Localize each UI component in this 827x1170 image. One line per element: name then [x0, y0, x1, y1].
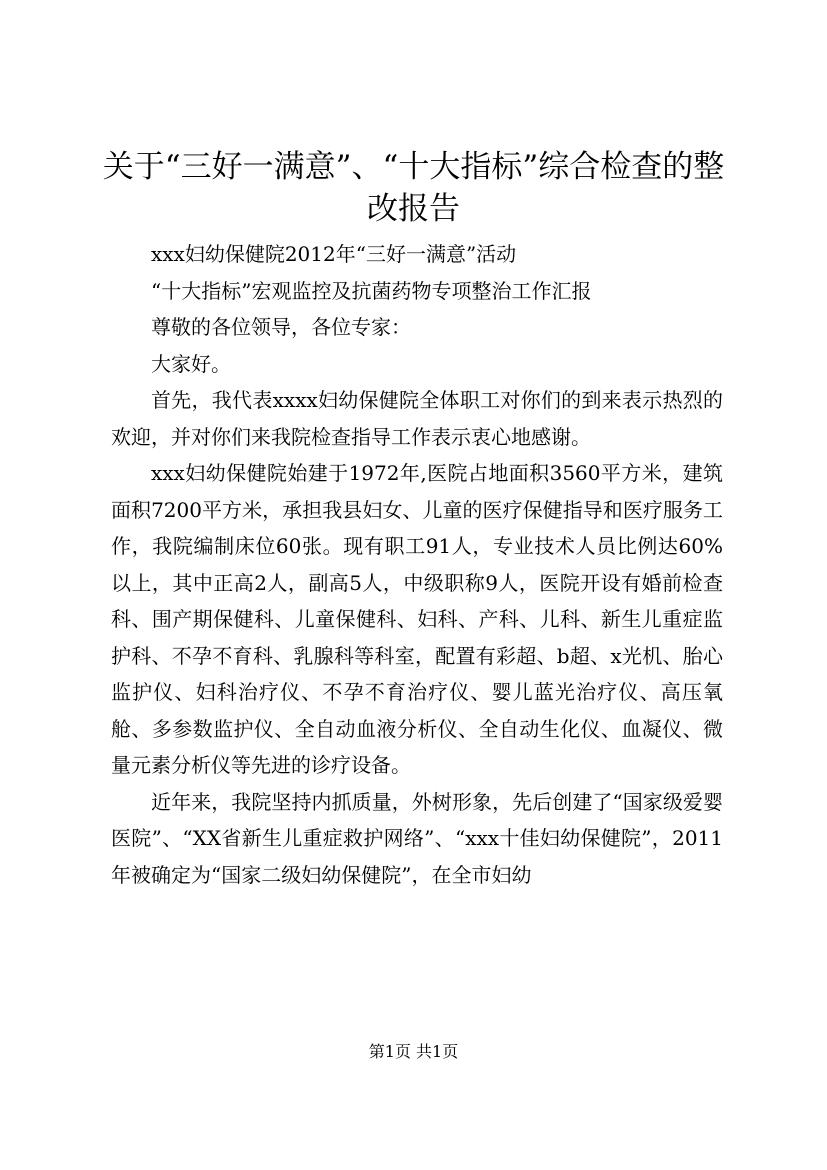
salutation: 尊敬的各位领导，各位专家： — [151, 315, 411, 339]
paragraph-welcome: 首先，我代表xxxx妇幼保健院全体职工对你们的到来表示热烈的欢迎，并对你们来我院检查指导工作表示衷心地感谢。 — [111, 388, 723, 449]
subtitle-line-1: xxx妇幼保健院2012年“三好一满意”活动 — [151, 242, 517, 266]
paragraph-hospital-overview: xxx妇幼保健院始建于1972年,医院占地面积3560平方米，建筑面积7200平方米，承担我县妇女、儿童的医疗保健指导和医疗服务工作，我院编制床位60张。现有职工91人，专业技术人员比例达60%以上，其中正高2人，副高5人，中级职称9人，医院开设有婚前检查科、围产期保健科、儿童保健科、妇科、产科、儿科、新生儿重症监护科、不孕不育科、乳腺科等科室，配置有彩超、b超、x光机、胎心监护仪、妇科治疗仪、不孕不育治疗仪、婴儿蓝光治疗仪、高压氧舱、多参数监护仪、全自动血液分析仪、全自动生化仪、血凝仪、微量元素分析仪等先进的诊疗设备。 — [111, 461, 723, 777]
greeting: 大家好。 — [151, 351, 231, 376]
paragraph-recent-years: 近年来，我院坚持内抓质量，外树形象，先后创建了“国家级爱婴医院”、“XX省新生儿重症救护网络”、“xxx十佳妇幼保健院”，2011年被确定为“国家二级妇幼保健院”，在全市妇幼 — [111, 789, 723, 887]
document-body — [111, 236, 723, 893]
subtitle-line-2: “十大指标”宏观监控及抗菌药物专项整治工作汇报 — [151, 278, 592, 303]
document-title: 关于“三好一满意”、“十大指标”综合检查的整改报告 — [102, 149, 725, 227]
page-footer: 第1页 共1页 — [368, 1042, 459, 1061]
